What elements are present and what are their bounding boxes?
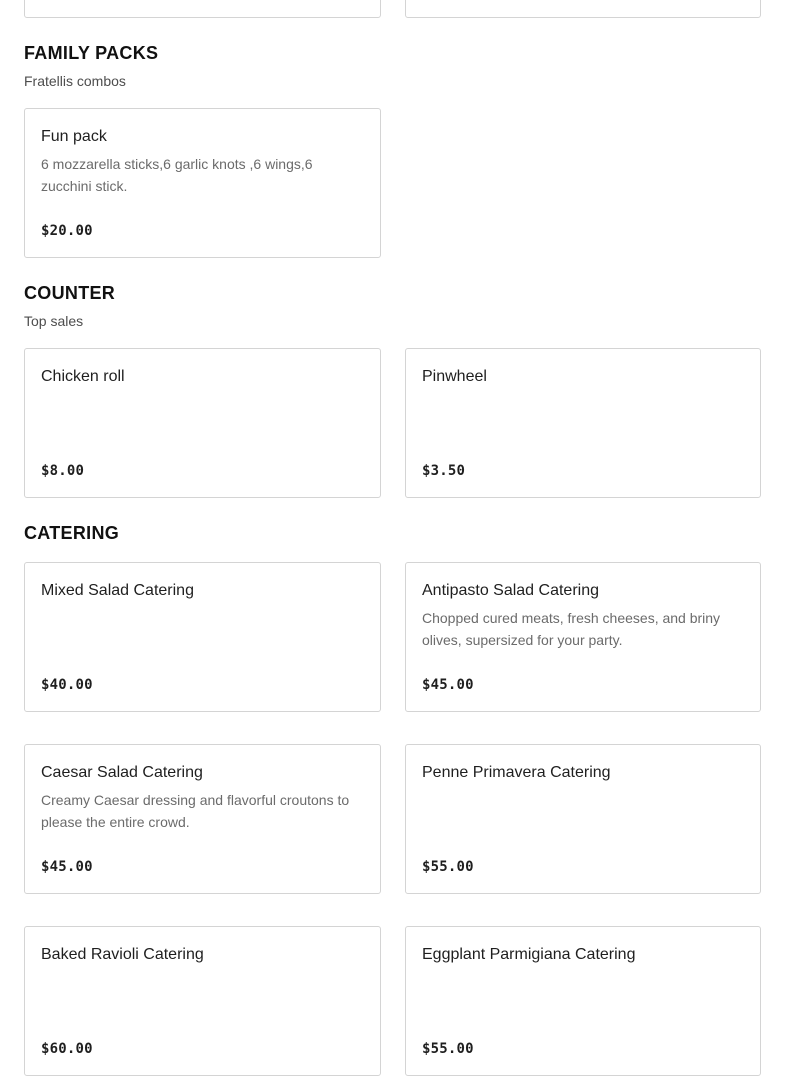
item-name: Caesar Salad Catering bbox=[41, 764, 203, 781]
item-price: $60.00 bbox=[41, 1041, 93, 1057]
menu-item-mixed-salad-catering[interactable] bbox=[24, 562, 381, 712]
item-name: Pinwheel bbox=[422, 368, 487, 385]
item-description: Chopped cured meats, fresh cheeses, and briny olives, supersized for your party. bbox=[422, 610, 721, 648]
menu-item-baked-ravioli-catering[interactable] bbox=[24, 926, 381, 1076]
section-title-catering: CATERING bbox=[24, 523, 120, 543]
section-title-counter: COUNTER bbox=[24, 283, 116, 303]
menu-item-penne-primavera-catering[interactable] bbox=[405, 744, 761, 894]
menu-item-antipasto-salad-catering[interactable] bbox=[405, 562, 761, 712]
menu-item-eggplant-parmigiana-catering[interactable] bbox=[405, 926, 761, 1076]
item-name: Chicken roll bbox=[41, 368, 125, 385]
item-price: $45.00 bbox=[41, 859, 93, 875]
menu-item-card[interactable] bbox=[405, 0, 761, 18]
item-name: Penne Primavera Catering bbox=[422, 764, 611, 781]
item-price: $20.00 bbox=[41, 223, 93, 239]
item-name: Mixed Salad Catering bbox=[41, 582, 194, 599]
section-subtitle-family-packs: Fratellis combos bbox=[24, 73, 126, 89]
item-description: 6 mozzarella sticks,6 garlic knots ,6 wings,6 zucchini stick. bbox=[41, 156, 313, 194]
item-description: Creamy Caesar dressing and flavorful croutons to please the entire crowd. bbox=[41, 792, 350, 830]
menu-item-fun-pack[interactable] bbox=[24, 108, 381, 258]
menu-item-card[interactable] bbox=[24, 0, 381, 18]
item-price: $40.00 bbox=[41, 677, 93, 693]
item-price: $55.00 bbox=[422, 859, 474, 875]
item-name: Antipasto Salad Catering bbox=[422, 582, 599, 599]
menu-item-caesar-salad-catering[interactable] bbox=[24, 744, 381, 894]
menu-item-chicken-roll[interactable] bbox=[24, 348, 381, 498]
item-price: $3.50 bbox=[422, 463, 466, 479]
item-price: $45.00 bbox=[422, 677, 474, 693]
menu-item-pinwheel[interactable] bbox=[405, 348, 761, 498]
item-price: $55.00 bbox=[422, 1041, 474, 1057]
item-name: Eggplant Parmigiana Catering bbox=[422, 946, 636, 963]
item-name: Fun pack bbox=[41, 128, 107, 145]
item-name: Baked Ravioli Catering bbox=[41, 946, 204, 963]
section-title-family-packs: FAMILY PACKS bbox=[24, 43, 159, 63]
item-price: $8.00 bbox=[41, 463, 85, 479]
section-subtitle-counter: Top sales bbox=[24, 313, 84, 329]
